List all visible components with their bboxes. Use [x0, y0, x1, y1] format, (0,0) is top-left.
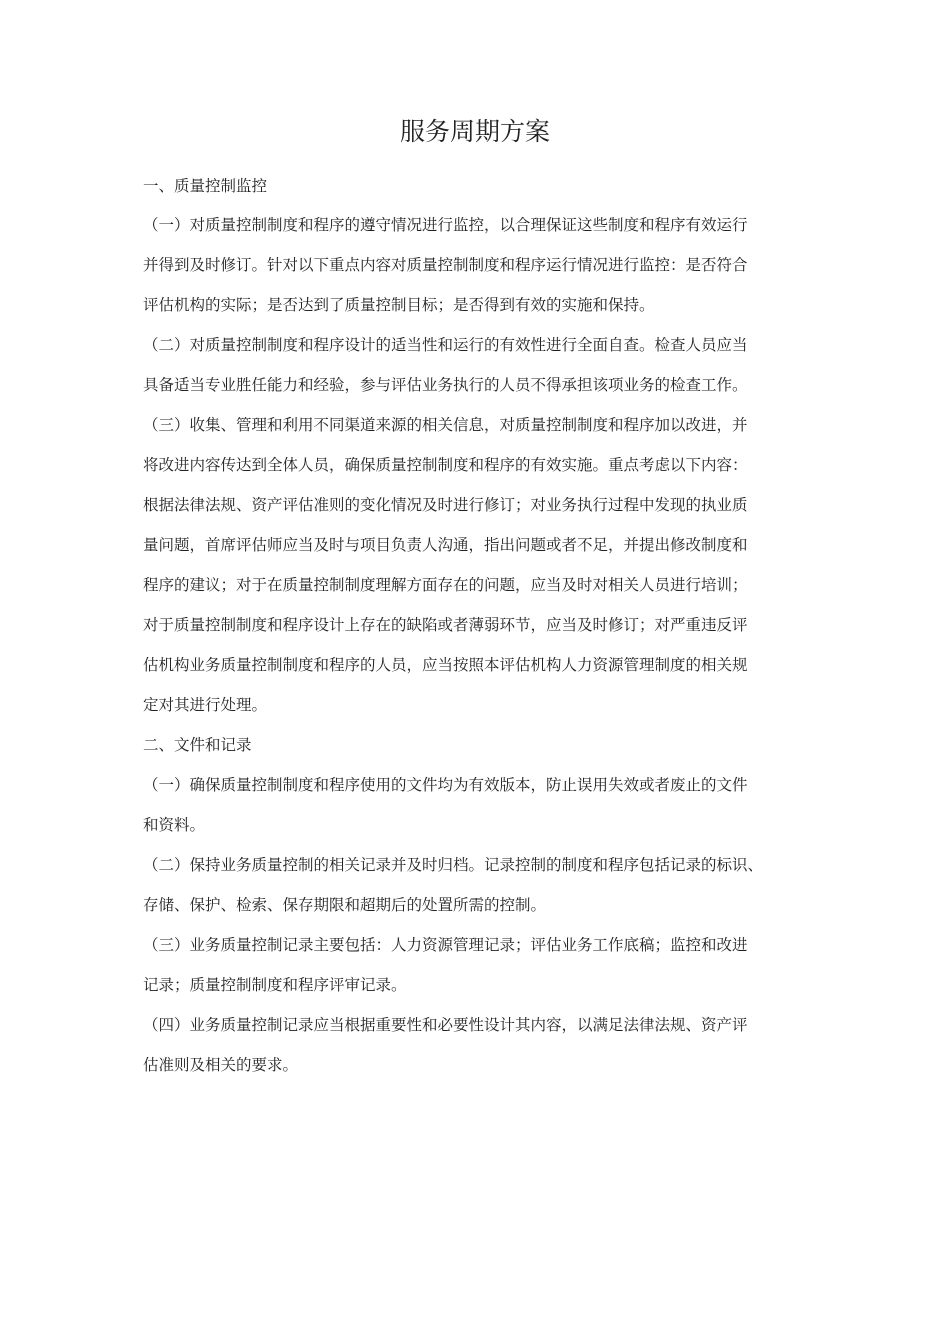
paragraph-line: 估准则及相关的要求。	[143, 1056, 299, 1074]
paragraph-line: 具备适当专业胜任能力和经验，参与评估业务执行的人员不得承担该项业务的检查工作。	[143, 376, 748, 394]
paragraph-line: 程序的建议；对于在质量控制制度理解方面存在的问题，应当及时对相关人员进行培训；	[143, 576, 748, 594]
document-title: 服务周期方案	[399, 117, 550, 146]
paragraph-line: （四）业务质量控制记录应当根据重要性和必要性设计其内容，以满足法律法规、资产评	[143, 1016, 748, 1034]
section-heading: 二、文件和记录	[143, 736, 252, 754]
paragraph-line: 评估机构的实际；是否达到了质量控制目标；是否得到有效的实施和保持。	[143, 296, 655, 314]
paragraph-line: 和资料。	[143, 816, 206, 834]
paragraph-line: （二）对质量控制制度和程序设计的适当性和运行的有效性进行全面自查。检查人员应当	[143, 336, 748, 354]
paragraph-line: 估机构业务质量控制制度和程序的人员，应当按照本评估机构人力资源管理制度的相关规	[143, 656, 748, 674]
paragraph-line: 量问题，首席评估师应当及时与项目负责人沟通，指出问题或者不足，并提出修改制度和	[143, 536, 748, 554]
section-heading: 一、质量控制监控	[143, 177, 268, 195]
paragraph-line: 对于质量控制制度和程序设计上存在的缺陷或者薄弱环节，应当及时修订；对严重违反评	[143, 616, 748, 634]
paragraph-line: （三）业务质量控制记录主要包括：人力资源管理记录；评估业务工作底稿；监控和改进	[143, 936, 748, 954]
paragraph-line: 记录；质量控制制度和程序评审记录。	[143, 976, 407, 994]
paragraph-line: 根据法律法规、资产评估准则的变化情况及时进行修订；对业务执行过程中发现的执业质	[143, 496, 748, 514]
paragraph-line: （二）保持业务质量控制的相关记录并及时归档。记录控制的制度和程序包括记录的标识、	[143, 856, 764, 874]
paragraph-line: 存储、保护、检索、保存期限和超期后的处置所需的控制。	[143, 896, 547, 914]
paragraph-line: 将改进内容传达到全体人员，确保质量控制制度和程序的有效实施。重点考虑以下内容：	[143, 456, 748, 474]
paragraph-line: （三）收集、管理和利用不同渠道来源的相关信息，对质量控制制度和程序加以改进，并	[143, 416, 748, 434]
paragraph-line: 定对其进行处理。	[143, 696, 268, 714]
paragraph-line: （一）对质量控制制度和程序的遵守情况进行监控，以合理保证这些制度和程序有效运行	[143, 216, 748, 234]
paragraph-line: （一）确保质量控制制度和程序使用的文件均为有效版本，防止误用失效或者废止的文件	[143, 776, 748, 794]
paragraph-line: 并得到及时修订。针对以下重点内容对质量控制制度和程序运行情况进行监控：是否符合	[143, 256, 748, 274]
